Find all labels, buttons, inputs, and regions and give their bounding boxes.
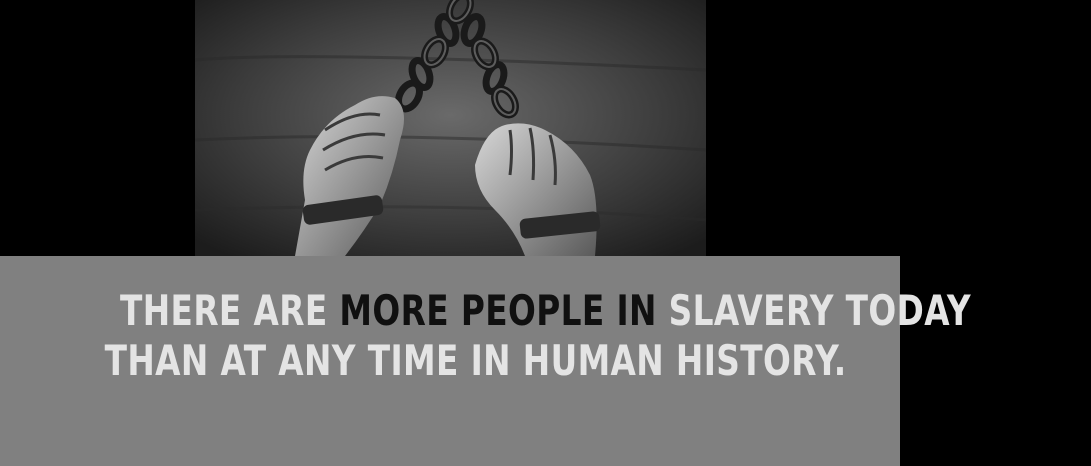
headline-line-1	[0, 286, 971, 336]
headline-text-there-are: THERE ARE	[120, 286, 328, 335]
headline-text-than-at-any-time: THAN AT ANY TIME IN HUMAN HISTORY.	[104, 336, 847, 385]
chained-hands-illustration	[195, 0, 706, 256]
headline-line-2	[0, 336, 900, 386]
headline-text-slavery-today: SLAVERY TODAY	[668, 286, 971, 335]
caption-band	[0, 256, 971, 466]
headline-text-more-people-in: MORE PEOPLE IN	[339, 286, 657, 335]
chained-hands-photo	[195, 0, 706, 256]
wall-background	[195, 0, 706, 256]
